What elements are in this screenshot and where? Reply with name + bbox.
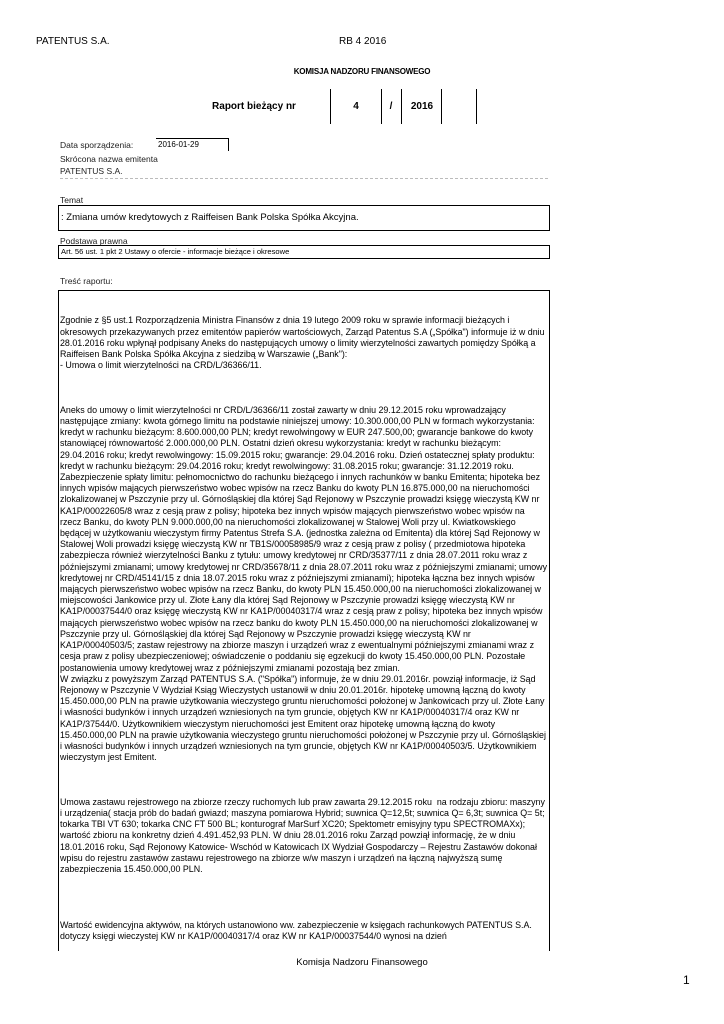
content-paragraph: Umowa zastawu rejestrowego na zbiorze rzeczy ruchomych lub praw zawarta 29.12.2015 roku na rodzaju zbioru: maszyny i urządzenia( stacja prób do badań gwiazd; maszyna pomiarowa Hybrid; suwnica Q=12,5t; suwnica Q= 6,3t; suwnica Q= 5t; tokarka TBI VT 630; tokarka CNC FT 500 BL; konturograf MarSurf XC20; Spektometr emisyjny typu SPECTROMAXx); wartość zbioru na konkretny dzień 4.491.452,93 PLN. W dniu 28.01.2016 roku Zarząd powziął informację, że w dniu 18.01.2016 roku, Sąd Rejonowy Katowice- Wschód w Katowicach IX Wydział Gospodarczy – Rejestru Zastawów dokonał wpisu do rejestru zastawów zastawu rejestrowego na zbiorze w/w maszyn i urządzeń na łączną najwyższą sumę zabezpieczenia 15.450.000,00 PLN. (60, 796, 548, 874)
report-blank-cell (441, 89, 477, 124)
report-title-row (178, 89, 474, 124)
header-company: PATENTUS S.A. (36, 36, 110, 47)
page-number: 1 (683, 973, 690, 987)
report-separator: / (389, 101, 393, 112)
subject-value: : Zmiana umów kredytowych z Raiffeisen Bank Polska Spółka Akcyjna. (61, 212, 359, 223)
issuer-label: Skrócona nazwa emitenta (60, 154, 158, 164)
date-label: Data sporządzenia: (60, 140, 134, 150)
report-year: 2016 (401, 89, 442, 124)
commission-heading: KOMISJA NADZORU FINANSOWEGO (293, 67, 431, 76)
divider (60, 178, 548, 179)
date-value: 2016-01-29 (156, 138, 229, 151)
legal-basis-label: Podstawa prawna (60, 236, 128, 246)
report-title-label: Raport bieżący nr (212, 101, 296, 112)
content-body (60, 293, 547, 951)
issuer-value: PATENTUS S.A. (60, 166, 123, 176)
content-paragraph: Wartość ewidencyjna aktywów, na których ustanowiono ww. zabezpieczenie w księgach rachunkowych PATENTUS S.A. dotyczy księgi wieczystej KW nr KA1P/00040317/4 oraz KW nr KA1P/00037544/0 wynosi na dzień (60, 919, 532, 941)
content-box (58, 290, 550, 951)
content-label: Treść raportu: (60, 276, 113, 286)
content-paragraph: Aneks do umowy o limit wierzytelności nr CRD/L/36366/11 został zawarty w dniu 29.12.2015 roku wprowadzający następujące zmiany: kwota górnego limitu na podstawie niniejszej umowy: 10.300.000,00 PLN w formach wykorzystania: kredyt w rachunku bieżącym: 8.600.000,00 PLN; kredyt rewolwingowy w EUR 247.500,00; gwarancje bankowe do kwoty stanowiącej równowartość 2.000.000,00 PLN. Ostatni dzień okresu wykorzystania: kredyt w rachunku bieżącym: 29.04.2016 roku; kredyt rewolwingowy: 15.09.2015 roku; gwarancje: 29.04.2016 roku. Dzień ostatecznej spłaty produktu: kredyt w rachunku bieżącym: 29.04.2016 roku; kredyt rewolwingowy: 31.08.2015 roku; gwarancje: 31.12.2019 roku. Zabezpieczenie spłaty limitu: pełnomocnictwo do rachunku bieżącego i innych rachunków w banku Emitenta; hipoteka bez innych wpisów mających pierwszeństwo wobec wpisów na rzecz Banku do kwoty PLN 16.875.000,00 na nieruchomości zlokalizowanej w Pszczynie przy ul. Górnośląskiej dla której Sąd Rejonowy w Pszczynie prowadzi księgę wieczystą KW nr KA1P/00022605/8 wraz z cesją praw z polisy; hipoteka bez innych wpisów mających pierwszeństwo wobec wpisów na rzecz Banku, do kwoty PLN 9.000.000,00 na nieruchomości zlokalizowanej w Stalowej Woli przy ul. Kwiatkowskiego będącej w użytkowaniu wieczystym firmy Patentus Strefa S.A. (jednostka zależna od Emitenta) dla której Sąd Rejonowy w Stalowej Woli prowadzi księgę wieczystą KW nr TB1S/00058985/9 wraz z cesją praw z polisy ( przedmiotowa hipoteka zabezpiecza również wierzytelności Banku z tytułu: umowy kredytowej nr CRD/35377/11 z dnia 28.07.2011 roku wraz z późniejszymi zmianami; umowy kredytowej nr CRD/35678/11 z dnia 28.07.2011 roku wraz z późniejszymi zmianami; umowy kredytowej nr CRD/45141/15 z dnia 18.07.2015 roku wraz z późniejszymi zmianami); hipoteka łączna bez innych wpisów mających pierwszeństwo wobec wpisów na rzecz Banku, do kwoty PLN 15.450.000,00 na nieruchomości zlokalizowanej w miejscowości Jankowice przy ul. Złote Łany dla której Sąd Rejonowy w Pszczynie prowadzi księgę wieczystą KW nr KA1P/00037544/0 oraz księgę wieczystą KW nr KA1P/00040317/4 wraz z cesją praw z polisy; hipoteka bez innych wpisów mających pierwszeństwo wobec wpisów na rzecz banku do kwoty PLN 15.450.000,00 na nieruchomości zlokalizowanej w Pszczynie przy ul. Górnośląskiej dla której Sąd Rejonowy w Pszczynie prowadzi księgę wieczystą KW nr KA1P/00040503/5; zastaw rejestrowy na zbiorze maszyn i urządzeń wraz z ewentualnymi późniejszymi zmianami wraz z cesja praw z polisy ubezpieczeniowej; oświadczenie o poddaniu się egzekucji do kwoty 15.450.000,00 PLN. Pozostałe postanowienia umowy kredytowej wraz z późniejszymi zmianami pozostają bez zmian. W związku z powyższym Zarząd PATENTUS S.A. ("Spółka") informuje, że w dniu 29.01.2016r. powziął informacje, iż Sąd Rejonowy w Pszczynie V Wydział Ksiąg Wieczystych ustanowił w dniu 20.01.2016r. hipotekę umowną łączną do kwoty 15.450.000,00 PLN na prawie użytkowania wieczystego gruntu nieruchomości położonej w Jankowicach przy ul. Złote Łany i własności budynków i innych urządzeń wzniesionych na tym gruncie, objętych KW nr KA1P/00040317/4 oraz KW nr KA1P/37544/0. Użytkownikiem wieczystym nieruchomości jest Emitent oraz hipotekę umowną łączną do kwoty 15.450.000,00 PLN na prawie użytkowania wieczystego gruntu nieruchomości położonej w Pszczynie przy ul. Górnośląskiej i własności budynków i innych urządzeń wzniesionych na tym gruncie, objętych KW nr KA1P/00040503/5. Użytkownikiem wieczystym jest Emitent. (60, 404, 548, 763)
footer-commission: Komisja Nadzoru Finansowego (296, 957, 428, 968)
subject-box (58, 205, 550, 231)
header-report-code: RB 4 2016 (339, 36, 387, 47)
subject-label: Temat (60, 195, 84, 205)
legal-basis-value: Art. 56 ust. 1 pkt 2 Ustawy o ofercie - informacje bieżące i okresowe (61, 247, 290, 256)
content-paragraph: Zgodnie z §5 ust.1 Rozporządzenia Ministra Finansów z dnia 19 lutego 2009 roku w sprawie informacji bieżących i okresowych przekazywanych przez emitentów papierów wartościowych, Zarząd Patentus S.A („Spółka") informuje iż w dniu 28.01.2016 roku wpłynął podpisany Aneks do następujących umowy o limity wierzytelności zawartych pomiędzy Spółką a Raiffeisen Bank Polska Spółka Akcyjna z siedzibą w Warszawie („Bank"): - Umowa o limit wierzytelności na CRD/L/36366/11. (60, 315, 545, 371)
report-number: 4 (330, 89, 382, 124)
legal-basis-box (58, 245, 550, 259)
